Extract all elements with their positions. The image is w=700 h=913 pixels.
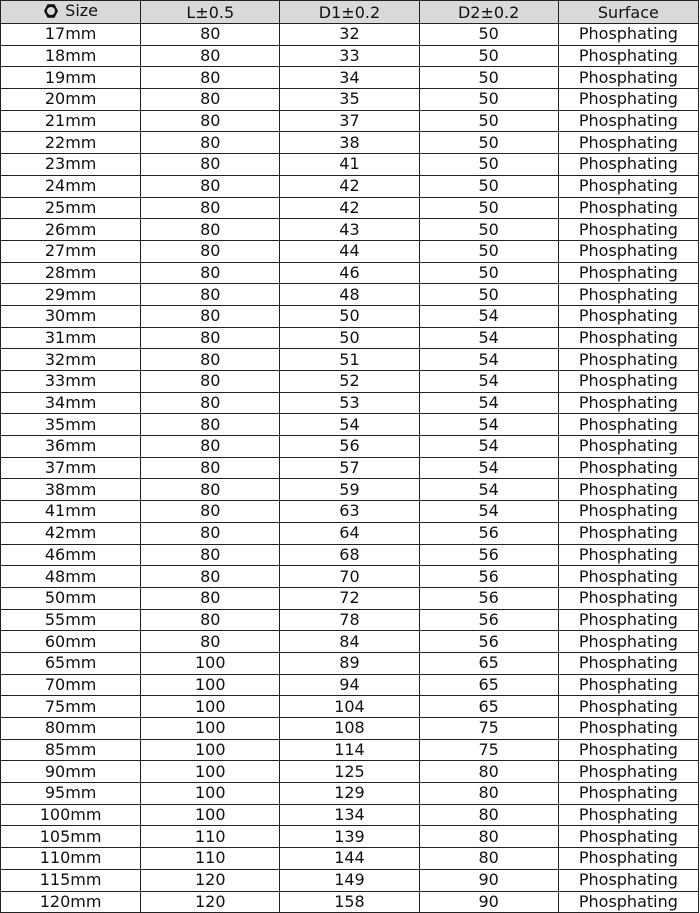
cell-d2: 56 [419,544,558,566]
table-row [1,804,699,826]
table-row [1,544,699,566]
cell-l: 100 [141,783,280,805]
cell-surface: Phosphating [558,175,698,197]
cell-size: 29mm [1,284,141,306]
cell-size: 36mm [1,436,141,458]
cell-surface: Phosphating [558,566,698,588]
table-row [1,652,699,674]
cell-d1: 37 [280,110,419,132]
table-row [1,67,699,89]
table-row [1,783,699,805]
header-surface: Surface [558,1,698,24]
cell-l: 80 [141,566,280,588]
cell-d1: 68 [280,544,419,566]
cell-l: 80 [141,436,280,458]
cell-d2: 50 [419,219,558,241]
cell-size: 65mm [1,652,141,674]
cell-size: 18mm [1,45,141,67]
cell-size: 37mm [1,457,141,479]
cell-d1: 59 [280,479,419,501]
cell-size: 22mm [1,132,141,154]
cell-d1: 46 [280,262,419,284]
cell-surface: Phosphating [558,783,698,805]
cell-size: 48mm [1,566,141,588]
cell-size: 32mm [1,349,141,371]
cell-d2: 80 [419,826,558,848]
cell-d2: 54 [419,414,558,436]
cell-surface: Phosphating [558,804,698,826]
cell-d2: 65 [419,696,558,718]
cell-l: 80 [141,89,280,111]
cell-d1: 94 [280,674,419,696]
cell-d1: 42 [280,197,419,219]
table-row [1,696,699,718]
cell-l: 120 [141,869,280,891]
cell-size: 35mm [1,414,141,436]
cell-d1: 78 [280,609,419,631]
cell-l: 100 [141,739,280,761]
cell-size: 95mm [1,783,141,805]
cell-d2: 75 [419,718,558,740]
cell-l: 80 [141,197,280,219]
table-row [1,262,699,284]
cell-size: 110mm [1,848,141,870]
cell-d2: 56 [419,587,558,609]
cell-l: 100 [141,761,280,783]
cell-d1: 54 [280,414,419,436]
cell-l: 100 [141,718,280,740]
cell-size: 85mm [1,739,141,761]
cell-d1: 129 [280,783,419,805]
cell-surface: Phosphating [558,414,698,436]
cell-l: 80 [141,457,280,479]
table-row [1,631,699,653]
cell-d1: 104 [280,696,419,718]
cell-size: 60mm [1,631,141,653]
cell-l: 100 [141,804,280,826]
cell-surface: Phosphating [558,631,698,653]
cell-d2: 50 [419,132,558,154]
table-row [1,501,699,523]
cell-d2: 54 [419,371,558,393]
cell-d2: 80 [419,848,558,870]
header-size-label: Size [65,1,99,20]
cell-size: 46mm [1,544,141,566]
cell-l: 80 [141,110,280,132]
cell-surface: Phosphating [558,587,698,609]
table-row [1,587,699,609]
cell-l: 80 [141,132,280,154]
cell-d2: 90 [419,891,558,913]
cell-size: 115mm [1,869,141,891]
cell-d1: 144 [280,848,419,870]
cell-surface: Phosphating [558,154,698,176]
cell-d2: 65 [419,674,558,696]
cell-l: 80 [141,67,280,89]
table-row [1,219,699,241]
cell-surface: Phosphating [558,132,698,154]
table-row [1,89,699,111]
table-row [1,284,699,306]
cell-surface: Phosphating [558,739,698,761]
cell-size: 34mm [1,392,141,414]
cell-size: 38mm [1,479,141,501]
cell-size: 28mm [1,262,141,284]
header-d1: D1±0.2 [280,1,419,24]
cell-size: 42mm [1,522,141,544]
table-row [1,154,699,176]
table-row [1,327,699,349]
cell-surface: Phosphating [558,891,698,913]
table-row [1,349,699,371]
cell-surface: Phosphating [558,305,698,327]
cell-d1: 64 [280,522,419,544]
table-row [1,674,699,696]
cell-d1: 48 [280,284,419,306]
cell-d2: 50 [419,67,558,89]
table-row [1,522,699,544]
cell-d2: 54 [419,436,558,458]
cell-surface: Phosphating [558,197,698,219]
table-row [1,24,699,46]
cell-surface: Phosphating [558,219,698,241]
cell-surface: Phosphating [558,522,698,544]
cell-l: 80 [141,631,280,653]
table-row [1,392,699,414]
cell-l: 80 [141,284,280,306]
cell-d1: 134 [280,804,419,826]
cell-surface: Phosphating [558,67,698,89]
table-header [1,1,699,24]
cell-d1: 42 [280,175,419,197]
cell-size: 70mm [1,674,141,696]
cell-l: 100 [141,652,280,674]
table-row [1,479,699,501]
cell-d1: 35 [280,89,419,111]
cell-d1: 34 [280,67,419,89]
cell-surface: Phosphating [558,436,698,458]
cell-surface: Phosphating [558,609,698,631]
cell-size: 75mm [1,696,141,718]
cell-surface: Phosphating [558,284,698,306]
cell-d2: 54 [419,457,558,479]
header-l: L±0.5 [141,1,280,24]
cell-d2: 50 [419,284,558,306]
table-row [1,240,699,262]
header-size [1,1,141,24]
cell-surface: Phosphating [558,479,698,501]
cell-surface: Phosphating [558,869,698,891]
cell-size: 30mm [1,305,141,327]
cell-d2: 50 [419,197,558,219]
hexagon-socket-icon [43,3,59,23]
cell-d1: 149 [280,869,419,891]
table-row [1,371,699,393]
cell-d1: 108 [280,718,419,740]
cell-surface: Phosphating [558,696,698,718]
table-body [1,24,699,913]
cell-d1: 114 [280,739,419,761]
cell-l: 110 [141,826,280,848]
cell-d2: 65 [419,652,558,674]
cell-d1: 50 [280,327,419,349]
cell-d2: 50 [419,89,558,111]
cell-l: 80 [141,262,280,284]
cell-d2: 54 [419,479,558,501]
cell-d1: 52 [280,371,419,393]
cell-d2: 50 [419,154,558,176]
cell-size: 100mm [1,804,141,826]
cell-surface: Phosphating [558,501,698,523]
cell-d2: 54 [419,305,558,327]
cell-l: 80 [141,24,280,46]
cell-l: 80 [141,349,280,371]
cell-surface: Phosphating [558,457,698,479]
cell-size: 50mm [1,587,141,609]
cell-l: 80 [141,154,280,176]
cell-l: 80 [141,45,280,67]
table-row [1,110,699,132]
cell-d2: 54 [419,392,558,414]
cell-d1: 32 [280,24,419,46]
cell-d1: 72 [280,587,419,609]
table-row [1,609,699,631]
cell-size: 27mm [1,240,141,262]
cell-l: 80 [141,371,280,393]
cell-l: 80 [141,544,280,566]
cell-d1: 38 [280,132,419,154]
cell-l: 80 [141,327,280,349]
cell-size: 25mm [1,197,141,219]
cell-l: 80 [141,501,280,523]
table-row [1,175,699,197]
cell-d2: 50 [419,175,558,197]
table-row [1,826,699,848]
table-row [1,414,699,436]
cell-l: 80 [141,175,280,197]
cell-d2: 50 [419,240,558,262]
table-row [1,718,699,740]
cell-surface: Phosphating [558,24,698,46]
cell-d2: 56 [419,566,558,588]
cell-surface: Phosphating [558,327,698,349]
cell-d2: 75 [419,739,558,761]
cell-d1: 125 [280,761,419,783]
cell-surface: Phosphating [558,761,698,783]
cell-d1: 43 [280,219,419,241]
cell-d2: 90 [419,869,558,891]
cell-size: 21mm [1,110,141,132]
cell-size: 80mm [1,718,141,740]
cell-d1: 41 [280,154,419,176]
cell-size: 31mm [1,327,141,349]
table-row [1,848,699,870]
cell-surface: Phosphating [558,45,698,67]
cell-size: 26mm [1,219,141,241]
cell-surface: Phosphating [558,110,698,132]
cell-d1: 44 [280,240,419,262]
table-row [1,45,699,67]
table-row [1,436,699,458]
cell-surface: Phosphating [558,89,698,111]
cell-l: 80 [141,522,280,544]
cell-d2: 56 [419,609,558,631]
table-row [1,891,699,913]
table-row [1,739,699,761]
cell-size: 20mm [1,89,141,111]
cell-d2: 50 [419,110,558,132]
cell-l: 80 [141,392,280,414]
cell-size: 41mm [1,501,141,523]
cell-surface: Phosphating [558,349,698,371]
cell-d1: 84 [280,631,419,653]
cell-size: 90mm [1,761,141,783]
cell-l: 120 [141,891,280,913]
cell-d2: 54 [419,349,558,371]
cell-d2: 50 [419,24,558,46]
table-row [1,566,699,588]
cell-surface: Phosphating [558,652,698,674]
cell-d2: 80 [419,783,558,805]
cell-d2: 80 [419,804,558,826]
cell-l: 100 [141,674,280,696]
cell-d1: 51 [280,349,419,371]
header-d2: D2±0.2 [419,1,558,24]
cell-d1: 50 [280,305,419,327]
cell-l: 100 [141,696,280,718]
cell-surface: Phosphating [558,848,698,870]
cell-d2: 56 [419,631,558,653]
cell-d2: 54 [419,501,558,523]
cell-l: 80 [141,479,280,501]
cell-size: 17mm [1,24,141,46]
table-row [1,761,699,783]
cell-surface: Phosphating [558,826,698,848]
cell-l: 80 [141,609,280,631]
cell-l: 110 [141,848,280,870]
cell-size: 19mm [1,67,141,89]
cell-size: 55mm [1,609,141,631]
cell-l: 80 [141,414,280,436]
cell-size: 24mm [1,175,141,197]
cell-surface: Phosphating [558,240,698,262]
cell-d1: 33 [280,45,419,67]
table-row [1,305,699,327]
cell-d2: 50 [419,45,558,67]
header-row [1,1,699,24]
cell-d1: 70 [280,566,419,588]
cell-d2: 54 [419,327,558,349]
cell-surface: Phosphating [558,392,698,414]
cell-d1: 57 [280,457,419,479]
cell-size: 23mm [1,154,141,176]
cell-surface: Phosphating [558,262,698,284]
table-row [1,197,699,219]
cell-d1: 158 [280,891,419,913]
cell-size: 120mm [1,891,141,913]
cell-d2: 80 [419,761,558,783]
cell-d2: 56 [419,522,558,544]
cell-l: 80 [141,305,280,327]
cell-surface: Phosphating [558,371,698,393]
cell-l: 80 [141,219,280,241]
cell-l: 80 [141,587,280,609]
cell-surface: Phosphating [558,544,698,566]
cell-size: 105mm [1,826,141,848]
cell-d1: 63 [280,501,419,523]
cell-d1: 139 [280,826,419,848]
cell-surface: Phosphating [558,674,698,696]
table-row [1,457,699,479]
cell-d1: 53 [280,392,419,414]
cell-d1: 89 [280,652,419,674]
cell-size: 33mm [1,371,141,393]
cell-surface: Phosphating [558,718,698,740]
cell-d2: 50 [419,262,558,284]
table-row [1,132,699,154]
cell-l: 80 [141,240,280,262]
table-row [1,869,699,891]
cell-d1: 56 [280,436,419,458]
